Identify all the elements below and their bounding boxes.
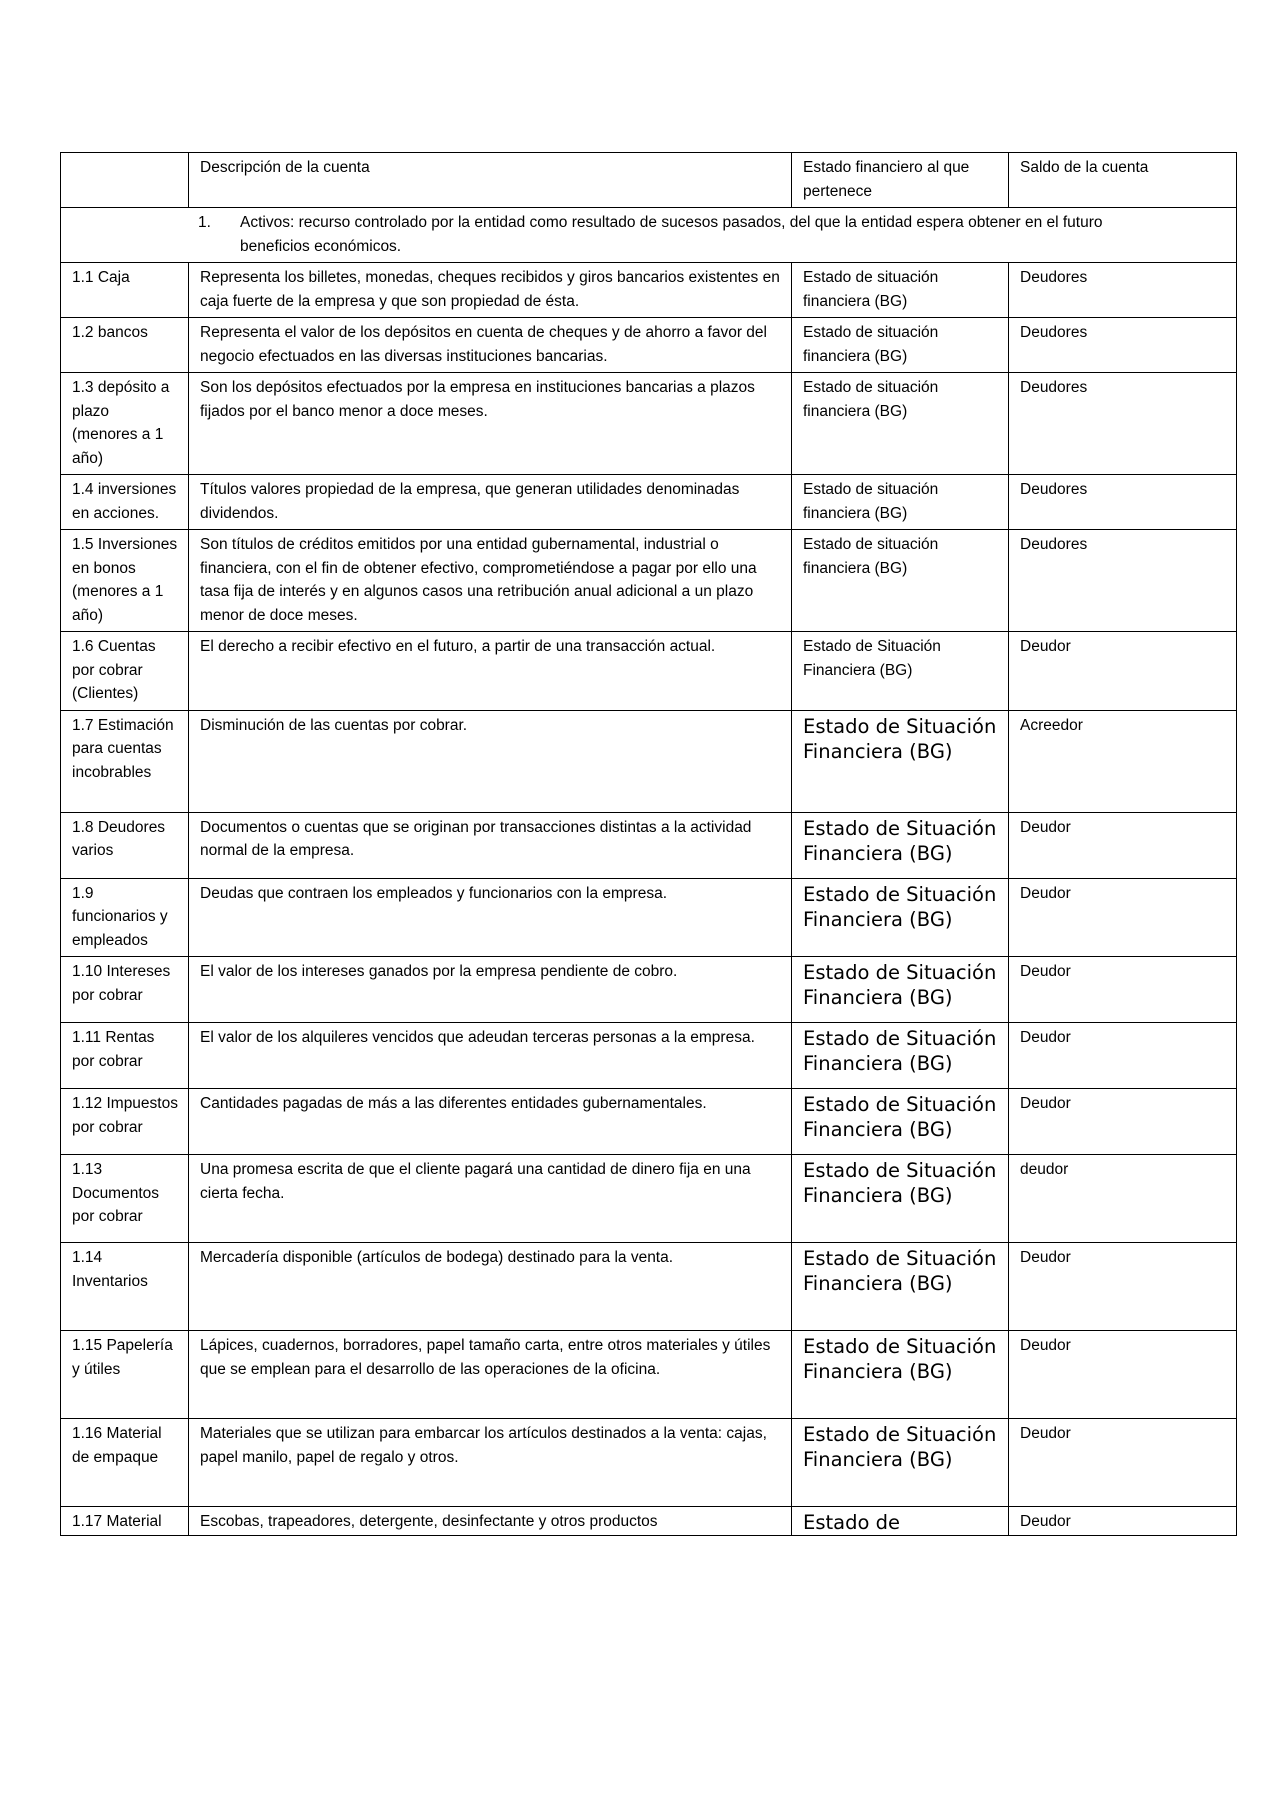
account-balance-cell: Deudor	[1009, 1331, 1237, 1419]
account-statement-cell: Estado de Situación Financiera (BG)	[792, 632, 1009, 711]
account-balance-cell: Deudor	[1009, 1419, 1237, 1507]
account-name-cell: 1.10 Intereses por cobrar	[61, 957, 189, 1023]
table-row	[61, 1155, 1237, 1243]
table-row	[61, 475, 1237, 530]
account-description-cell: Una promesa escrita de que el cliente pagará una cantidad de dinero fija en una cierta fecha.	[189, 1155, 792, 1243]
account-balance-cell: Deudor	[1009, 1089, 1237, 1155]
account-description-cell: Escobas, trapeadores, detergente, desinfectante y otros productos	[189, 1507, 792, 1536]
account-balance-cell: Deudores	[1009, 318, 1237, 373]
account-balance-cell: Deudor	[1009, 812, 1237, 878]
account-balance-cell: deudor	[1009, 1155, 1237, 1243]
account-statement-cell: Estado de Situación Financiera (BG)	[792, 710, 1009, 812]
account-name-cell: 1.5 Inversiones en bonos (menores a 1 año)	[61, 530, 189, 632]
account-description-cell: Títulos valores propiedad de la empresa, que generan utilidades denominadas dividendos.	[189, 475, 792, 530]
account-balance-cell: Deudores	[1009, 475, 1237, 530]
account-description-cell: El derecho a recibir efectivo en el futuro, a partir de una transacción actual.	[189, 632, 792, 711]
table-row	[61, 1023, 1237, 1089]
account-balance-cell: Deudores	[1009, 373, 1237, 475]
table-row	[61, 632, 1237, 711]
section-row	[61, 208, 1237, 263]
account-description-cell: Son títulos de créditos emitidos por una entidad gubernamental, industrial o financiera, con el fin de obtener efectivo, comprometiéndose a pagar por ello una tasa fija de interés y en algunos casos una retribución anual adicional a un plazo menor de doce meses.	[189, 530, 792, 632]
account-statement-cell: Estado de situación financiera (BG)	[792, 263, 1009, 318]
table-row	[61, 263, 1237, 318]
table-row	[61, 318, 1237, 373]
account-name-cell: 1.17 Material	[61, 1507, 189, 1536]
table-row	[61, 878, 1237, 957]
header-description-cell: Descripción de la cuenta	[189, 153, 792, 208]
account-name-cell: 1.3 depósito a plazo (menores a 1 año)	[61, 373, 189, 475]
section-cell	[61, 208, 1237, 263]
account-description-cell: El valor de los alquileres vencidos que adeudan terceras personas a la empresa.	[189, 1023, 792, 1089]
account-description-cell: Materiales que se utilizan para embarcar los artículos destinados a la venta: cajas, papel manilo, papel de regalo y otros.	[189, 1419, 792, 1507]
account-description-cell: El valor de los intereses ganados por la empresa pendiente de cobro.	[189, 957, 792, 1023]
table-row	[61, 957, 1237, 1023]
account-statement-cell: Estado de	[792, 1507, 1009, 1536]
account-name-cell: 1.4 inversiones en acciones.	[61, 475, 189, 530]
account-name-cell: 1.2 bancos	[61, 318, 189, 373]
table-row	[61, 1089, 1237, 1155]
account-name-cell: 1.6 Cuentas por cobrar (Clientes)	[61, 632, 189, 711]
table-row	[61, 812, 1237, 878]
account-description-cell: Son los depósitos efectuados por la empresa en instituciones bancarias a plazos fijados por el banco menor a doce meses.	[189, 373, 792, 475]
table-row	[61, 1507, 1237, 1536]
account-statement-cell: Estado de Situación Financiera (BG)	[792, 1331, 1009, 1419]
account-name-cell: 1.11 Rentas por cobrar	[61, 1023, 189, 1089]
section-text: Activos: recurso controlado por la entidad como resultado de sucesos pasados, del que la entidad espera obtener en el futuro beneficios económicos.	[240, 214, 1103, 255]
account-balance-cell: Deudor	[1009, 878, 1237, 957]
account-statement-cell: Estado de Situación Financiera (BG)	[792, 1155, 1009, 1243]
account-balance-cell: Deudor	[1009, 1243, 1237, 1331]
account-description-cell: Disminución de las cuentas por cobrar.	[189, 710, 792, 812]
account-statement-cell: Estado de situación financiera (BG)	[792, 475, 1009, 530]
table-row	[61, 530, 1237, 632]
account-name-cell: 1.1 Caja	[61, 263, 189, 318]
header-row	[61, 153, 1237, 208]
account-statement-cell: Estado de Situación Financiera (BG)	[792, 1419, 1009, 1507]
account-statement-cell: Estado de situación financiera (BG)	[792, 318, 1009, 373]
account-statement-cell: Estado de Situación Financiera (BG)	[792, 812, 1009, 878]
account-balance-cell: Deudor	[1009, 957, 1237, 1023]
header-balance-cell: Saldo de la cuenta	[1009, 153, 1237, 208]
account-description-cell: Deudas que contraen los empleados y funcionarios con la empresa.	[189, 878, 792, 957]
account-name-cell: 1.12 Impuestos por cobrar	[61, 1089, 189, 1155]
account-description-cell: Documentos o cuentas que se originan por transacciones distintas a la actividad normal de la empresa.	[189, 812, 792, 878]
account-statement-cell: Estado de Situación Financiera (BG)	[792, 957, 1009, 1023]
account-balance-cell: Deudores	[1009, 263, 1237, 318]
account-name-cell: 1.8 Deudores varios	[61, 812, 189, 878]
account-description-cell: Lápices, cuadernos, borradores, papel tamaño carta, entre otros materiales y útiles que se emplean para el desarrollo de las operaciones de la oficina.	[189, 1331, 792, 1419]
account-balance-cell: Deudor	[1009, 632, 1237, 711]
account-statement-cell: Estado de Situación Financiera (BG)	[792, 878, 1009, 957]
account-statement-cell: Estado de Situación Financiera (BG)	[792, 1023, 1009, 1089]
table-row	[61, 373, 1237, 475]
account-description-cell: Cantidades pagadas de más a las diferentes entidades gubernamentales.	[189, 1089, 792, 1155]
table-row	[61, 1243, 1237, 1331]
account-balance-cell: Deudor	[1009, 1507, 1237, 1536]
account-name-cell: 1.13 Documentos por cobrar	[61, 1155, 189, 1243]
header-name-cell	[61, 153, 189, 208]
account-description-cell: Representa los billetes, monedas, cheques recibidos y giros bancarios existentes en caja fuerte de la empresa y que son propiedad de ésta.	[189, 263, 792, 318]
account-balance-cell: Acreedor	[1009, 710, 1237, 812]
header-statement-cell: Estado financiero al que pertenece	[792, 153, 1009, 208]
account-statement-cell: Estado de Situación Financiera (BG)	[792, 1089, 1009, 1155]
table-row	[61, 1331, 1237, 1419]
account-name-cell: 1.16 Material de empaque	[61, 1419, 189, 1507]
account-description-cell: Representa el valor de los depósitos en cuenta de cheques y de ahorro a favor del negocio efectuados en las diversas instituciones bancarias.	[189, 318, 792, 373]
account-name-cell: 1.15 Papelería y útiles	[61, 1331, 189, 1419]
account-statement-cell: Estado de situación financiera (BG)	[792, 530, 1009, 632]
accounts-table-body	[61, 153, 1237, 1536]
table-row	[61, 710, 1237, 812]
account-description-cell: Mercadería disponible (artículos de bodega) destinado para la venta.	[189, 1243, 792, 1331]
account-balance-cell: Deudor	[1009, 1023, 1237, 1089]
account-name-cell: 1.14 Inventarios	[61, 1243, 189, 1331]
table-row	[61, 1419, 1237, 1507]
account-name-cell: 1.9 funcionarios y empleados	[61, 878, 189, 957]
account-balance-cell: Deudores	[1009, 530, 1237, 632]
account-name-cell: 1.7 Estimación para cuentas incobrables	[61, 710, 189, 812]
accounts-table	[60, 152, 1237, 1536]
account-statement-cell: Estado de situación financiera (BG)	[792, 373, 1009, 475]
account-statement-cell: Estado de Situación Financiera (BG)	[792, 1243, 1009, 1331]
section-number: 1.	[198, 214, 211, 231]
